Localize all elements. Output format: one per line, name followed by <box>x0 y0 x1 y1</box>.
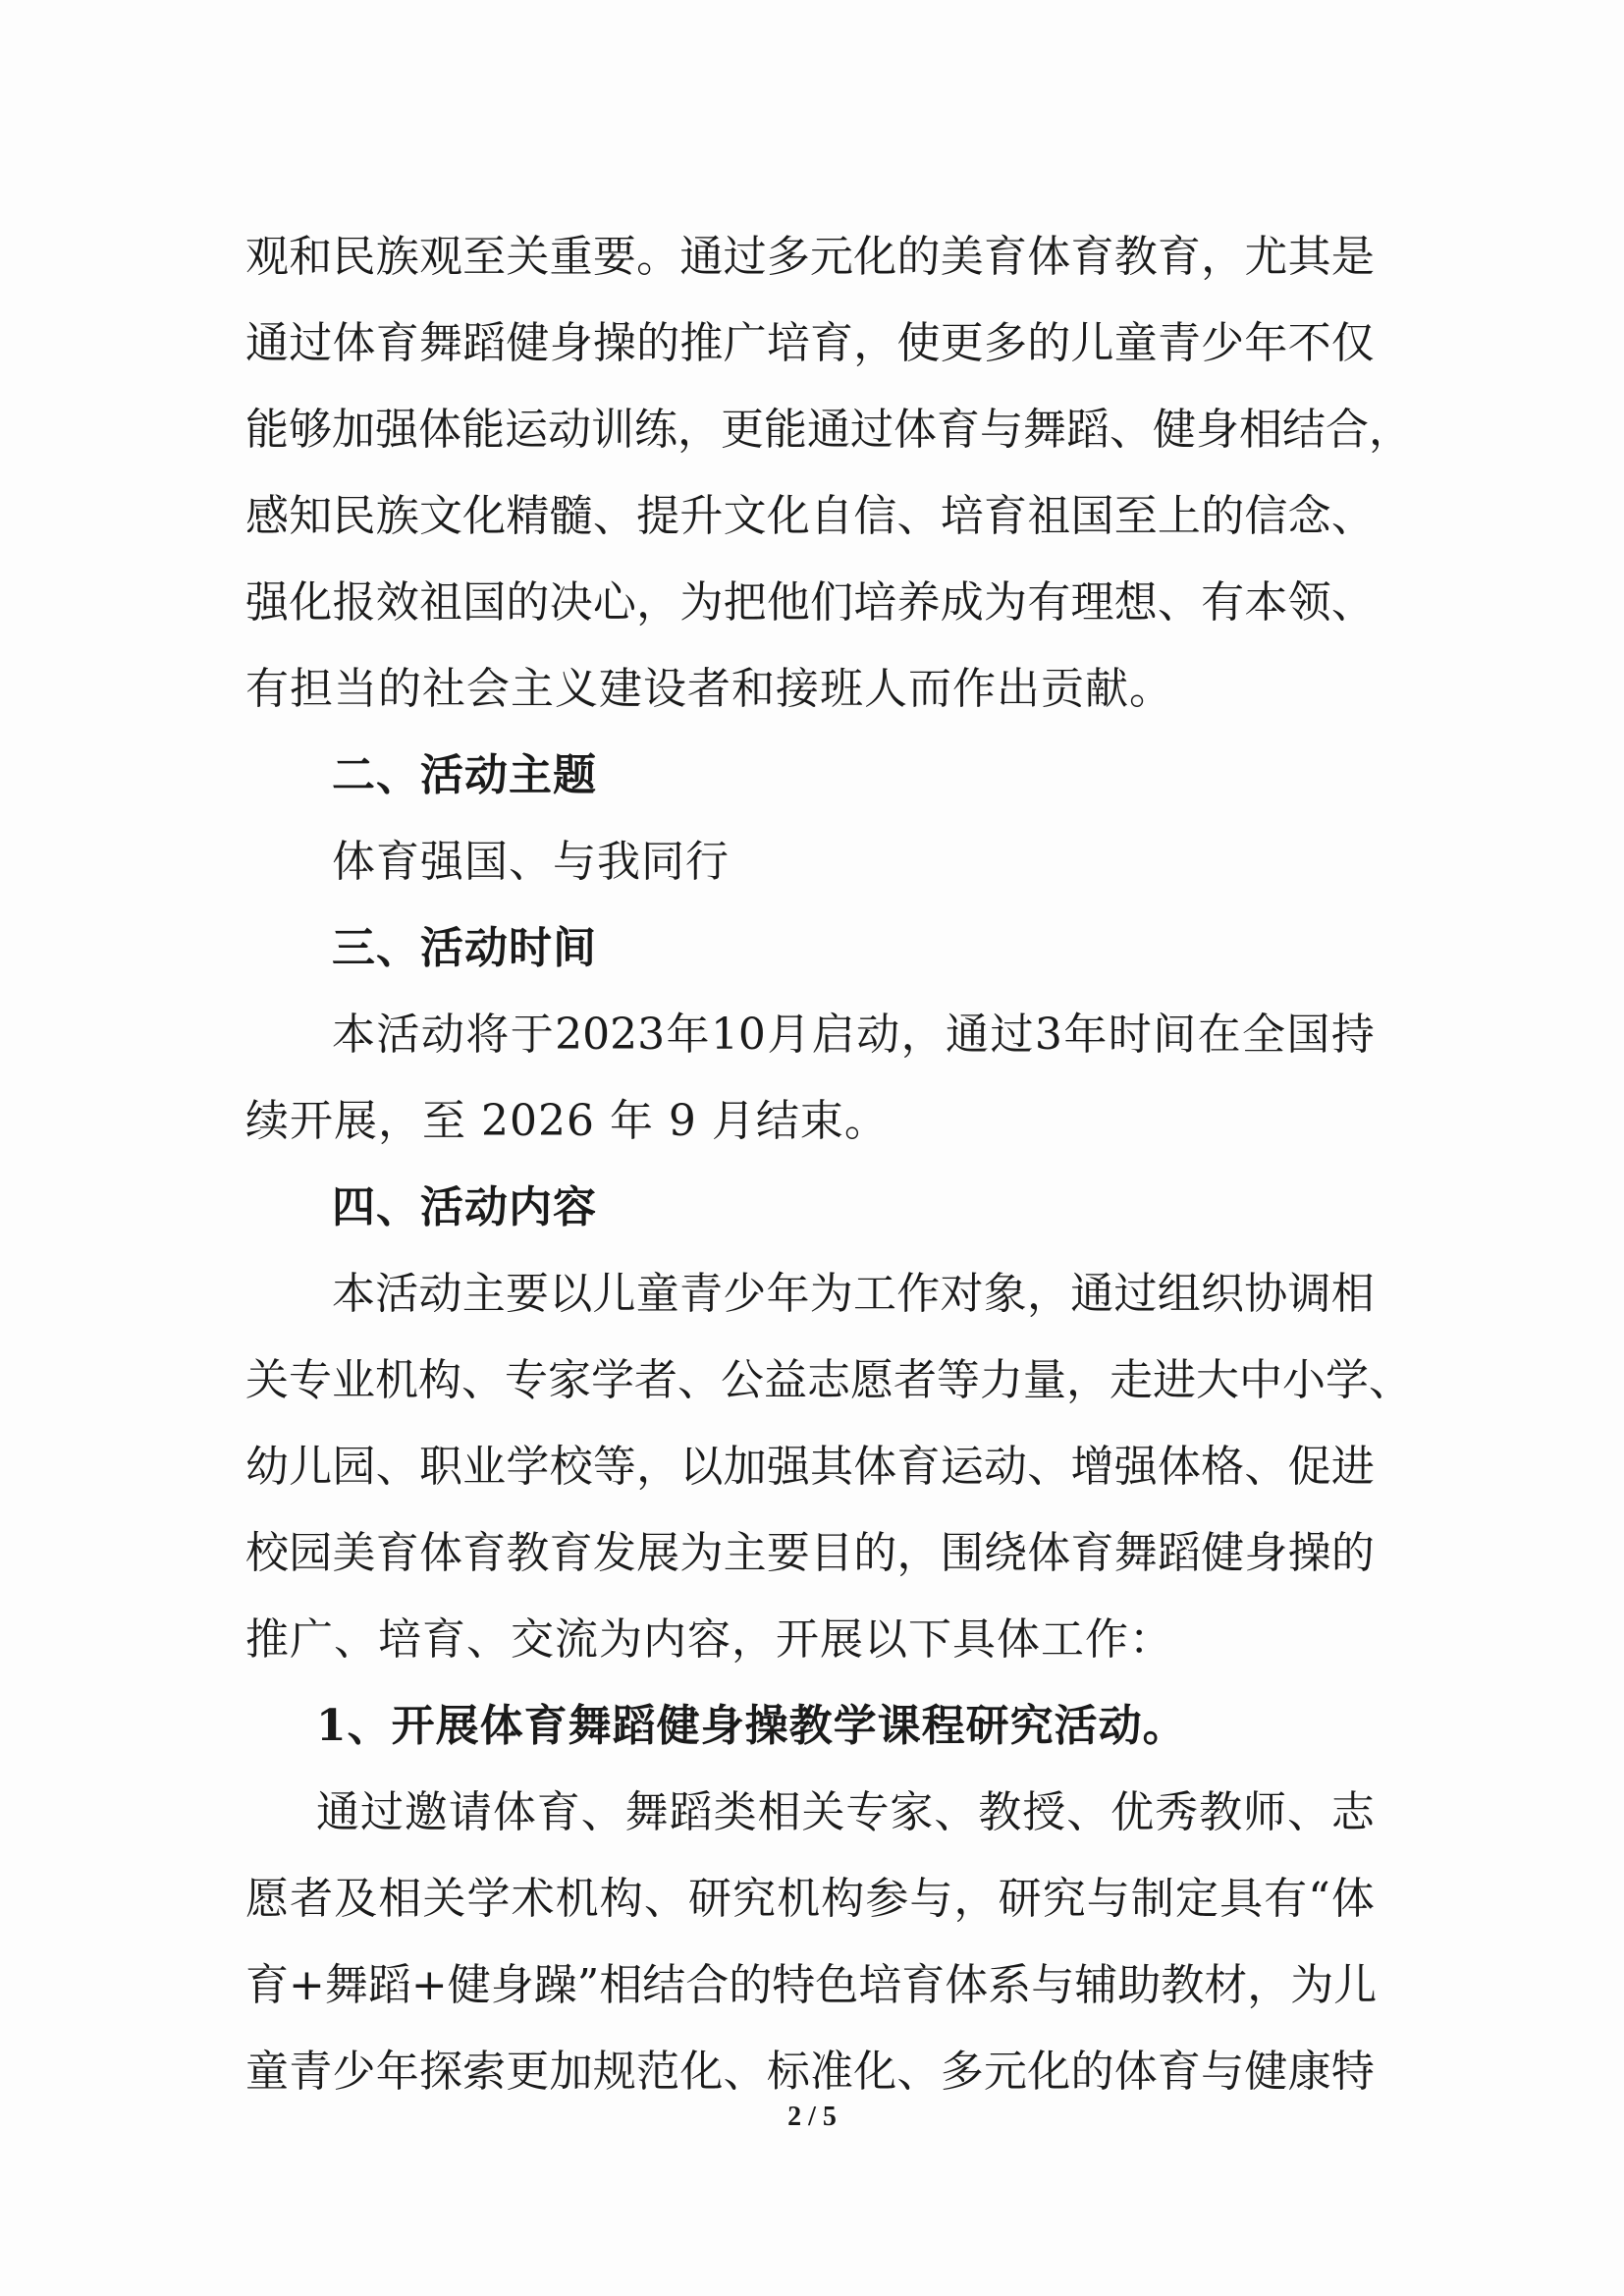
paragraph-line: 育 + 舞 蹈 + 健 身 躁 ” 相 结 合 的 特 色 培 育 体 系 与 辅 助 教 材 ， 为 儿 <box>245 1960 1378 2010</box>
paragraph-line: 感 知 民 族 文 化 精 髓 、 提 升 文 化 自 信 、 培 育 祖 国 至 上 的 信 念 、 <box>245 491 1375 541</box>
paragraph-line: 能 够 加 强 体 能 运 动 训 练 ， 更 能 通 过 体 育 与 舞 蹈 、 健 身 相 结 合 ， <box>245 405 1412 455</box>
section-heading-theme: 二、活动主题 <box>332 750 597 800</box>
paragraph-line: 关 专 业 机 构 、 专 家 学 者 、 公 益 志 愿 者 等 力 量 ， 走 进 大 中 小 学 、 <box>245 1355 1412 1405</box>
page-number: 2 / 5 <box>787 2102 837 2132</box>
paragraph-line: 本 活 动 将 于 2023 年 10 月 启 动 ， 通 过 3 年 时 间 在 全 国 持 <box>332 1010 1375 1060</box>
paragraph-line: 本 活 动 主 要 以 儿 童 青 少 年 为 工 作 对 象 ， 通 过 组 织 协 调 相 <box>332 1269 1375 1319</box>
paragraph-line: 推广、培育、交流为内容，开展以下具体工作： <box>245 1614 1173 1665</box>
document-body <box>245 214 1412 2115</box>
paragraph-line: 校 园 美 育 体 育 教 育 发 展 为 主 要 目 的 ， 围 绕 体 育 舞 蹈 健 身 操 的 <box>245 1528 1375 1578</box>
section-heading-content: 四、活动内容 <box>332 1182 597 1232</box>
section-text-theme: 体育强国、与我同行 <box>332 837 730 887</box>
paragraph-line: 童 青 少 年 探 索 更 加 规 范 化 、 标 准 化 、 多 元 化 的 体 育 与 健 康 特 <box>245 2047 1375 2097</box>
paragraph-line: 续开展，至 2026 年 9 月结束。 <box>245 1096 889 1146</box>
paragraph-line: 通 过 邀 请 体 育 、 舞 蹈 类 相 关 专 家 、 教 授 、 优 秀 教 师 、 志 <box>316 1787 1375 1837</box>
item-heading: 1、开展体育舞蹈健身操教学课程研究活动。 <box>316 1701 1187 1751</box>
paragraph-line: 通 过 体 育 舞 蹈 健 身 操 的 推 广 培 育 ， 使 更 多 的 儿 童 青 少 年 不 仅 <box>245 318 1375 368</box>
paragraph-line: 幼 儿 园 、 职 业 学 校 等 ， 以 加 强 其 体 育 运 动 、 增 强 体 格 、 促 进 <box>245 1442 1375 1492</box>
paragraph-line: 愿 者 及 相 关 学 术 机 构 、 研 究 机 构 参 与 ， 研 究 与 制 定 具 有 “ 体 <box>245 1874 1375 1924</box>
paragraph-line: 强 化 报 效 祖 国 的 决 心 ， 为 把 他 们 培 养 成 为 有 理 想 、 有 本 领 、 <box>245 577 1375 628</box>
section-heading-time: 三、活动时间 <box>332 923 597 973</box>
paragraph-line: 观 和 民 族 观 至 关 重 要 。 通 过 多 元 化 的 美 育 体 育 教 育 ， 尤 其 是 <box>245 232 1375 282</box>
paragraph-line: 有担当的社会主义建设者和接班人而作出贡献。 <box>245 664 1173 714</box>
